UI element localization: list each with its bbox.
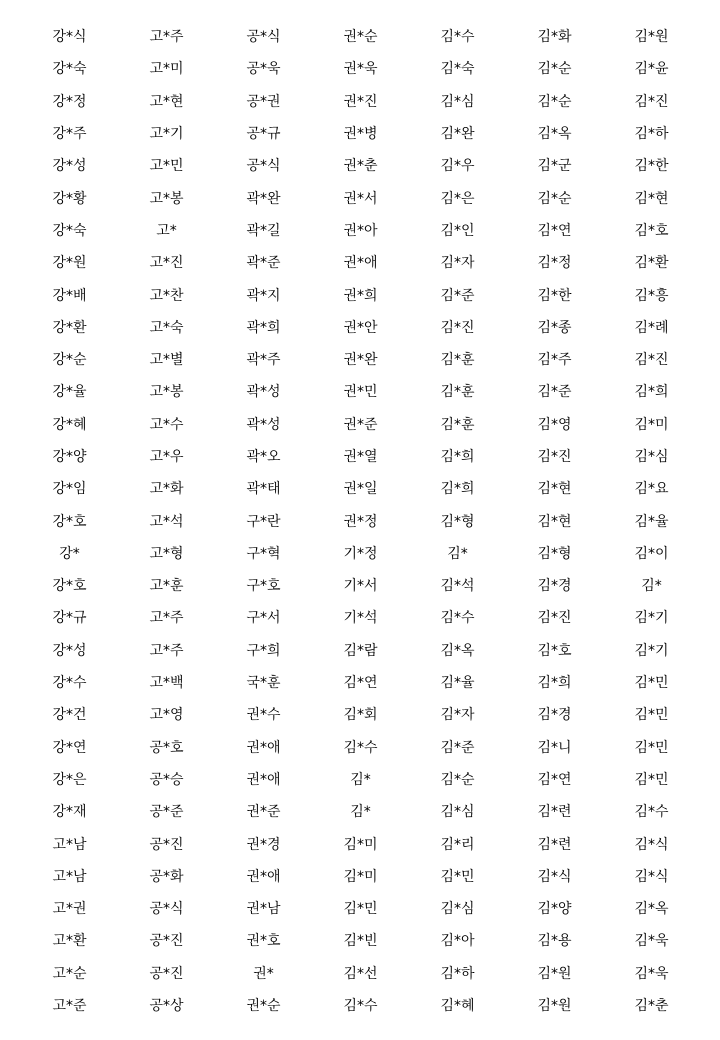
name-cell: 강*호	[52, 513, 87, 530]
name-cell: 김*심	[440, 804, 475, 821]
name-cell: 고*남	[52, 836, 87, 853]
name-cell: 김*자	[440, 707, 475, 724]
name-cell: 공*식	[149, 901, 184, 918]
name-cell: 강*숙	[52, 222, 87, 239]
name-cell: 김*진	[634, 93, 669, 110]
name-cell: 김*순	[537, 93, 572, 110]
name-cell: 고*주	[149, 610, 184, 627]
name-cell: 강*성	[52, 642, 87, 659]
name-cell: 곽*성	[246, 384, 281, 401]
name-cell: 김*수	[440, 29, 475, 46]
name-cell: 강*임	[52, 481, 87, 498]
name-cell: 고*석	[149, 513, 184, 530]
name-cell: 김*석	[440, 578, 475, 595]
name-cell: 김*준	[440, 287, 475, 304]
name-cell: 김*환	[634, 255, 669, 272]
name-cell: 강*식	[52, 29, 87, 46]
name-cell: 김*요	[634, 481, 669, 498]
name-cell: 김*연	[537, 222, 572, 239]
name-cell: 기*정	[343, 545, 378, 562]
name-cell: 공*욱	[246, 61, 281, 78]
name-cell: 김*진	[440, 319, 475, 336]
name-cell: 김*회	[343, 707, 378, 724]
name-cell: 김*한	[634, 158, 669, 175]
name-cell: 김*원	[634, 29, 669, 46]
name-cell: 곽*준	[246, 255, 281, 272]
name-cell: 강*율	[52, 384, 87, 401]
name-cell: 곽*성	[246, 416, 281, 433]
name-cell: 고*영	[149, 707, 184, 724]
name-cell: 고*진	[149, 255, 184, 272]
name-cell: 김*민	[634, 675, 669, 692]
name-cell: 고*숙	[149, 319, 184, 336]
name-cell: 공*상	[149, 998, 184, 1015]
name-cell: 김*혜	[440, 998, 475, 1015]
name-cell: 고*미	[149, 61, 184, 78]
name-cell: 김*준	[440, 739, 475, 756]
name-cell: 김*훈	[440, 416, 475, 433]
name-cell: 기*서	[343, 578, 378, 595]
name-cell: 권*병	[343, 126, 378, 143]
name-cell: 고*환	[52, 933, 87, 950]
name-cell: 고*수	[149, 416, 184, 433]
name-cell: 김*자	[440, 255, 475, 272]
name-cell: 김*순	[537, 61, 572, 78]
name-cell: 강*환	[52, 319, 87, 336]
name-cell: 김*	[350, 771, 371, 788]
name-cell: 김*용	[537, 933, 572, 950]
name-cell: 공*식	[246, 158, 281, 175]
name-cell: 권*애	[343, 255, 378, 272]
name-cell: 공*식	[246, 29, 281, 46]
name-cell: 강*숙	[52, 61, 87, 78]
name-cell: 권*안	[343, 319, 378, 336]
name-cell: 권*호	[246, 933, 281, 950]
name-cell: 권*애	[246, 771, 281, 788]
name-cell: 공*규	[246, 126, 281, 143]
name-cell: 고*우	[149, 449, 184, 465]
name-cell: 김*람	[343, 642, 378, 659]
name-cell: 김*희	[634, 384, 669, 401]
name-cell: 강*황	[52, 190, 87, 207]
name-cell: 김*은	[440, 190, 475, 207]
name-cell: 김*심	[440, 93, 475, 110]
name-cell: 강*재	[52, 804, 87, 821]
name-cell: 김*이	[634, 545, 669, 562]
name-cell: 김*양	[537, 901, 572, 918]
name-cell: 김*현	[537, 481, 572, 498]
name-cell: 고*기	[149, 126, 184, 143]
name-cell: 공*권	[246, 93, 281, 110]
name-cell: 김*기	[634, 642, 669, 659]
name-cell: 김*원	[537, 998, 572, 1015]
name-cell: 곽*길	[246, 222, 281, 239]
name-cell: 김*희	[440, 449, 475, 465]
name-cell: 구*호	[246, 578, 281, 595]
name-cell: 김*민	[634, 707, 669, 724]
name-cell: 곽*주	[246, 352, 281, 369]
name-cell: 고*권	[52, 901, 87, 918]
name-cell: 김*련	[537, 836, 572, 853]
name-cell: 구*혁	[246, 545, 281, 562]
name-cell: 고*민	[149, 158, 184, 175]
name-cell: 강*양	[52, 449, 87, 465]
name-cell: 김*춘	[634, 998, 669, 1015]
name-cell: 강*혜	[52, 416, 87, 433]
name-cell: 김*니	[537, 739, 572, 756]
name-cell: 기*석	[343, 610, 378, 627]
name-cell: 김*진	[537, 610, 572, 627]
name-cell: 김*하	[440, 965, 475, 982]
name-cell: 공*진	[149, 965, 184, 982]
name-cell: 김*옥	[634, 901, 669, 918]
name-cell: 김*경	[537, 578, 572, 595]
name-cell: 김*	[641, 578, 662, 595]
name-cell: 고*순	[52, 965, 87, 982]
name-cell: 김*식	[634, 868, 669, 885]
name-cell: 김*한	[537, 287, 572, 304]
name-cell: 김*례	[634, 319, 669, 336]
name-cell: 김*희	[537, 675, 572, 692]
name-cell: 구*서	[246, 610, 281, 627]
name-cell: 곽*희	[246, 319, 281, 336]
name-cell: 김*준	[537, 384, 572, 401]
name-cell: 권*수	[246, 707, 281, 724]
name-cell: 권*순	[246, 998, 281, 1015]
name-cell: 강*규	[52, 610, 87, 627]
name-cell: 김*옥	[440, 642, 475, 659]
name-cell: 구*희	[246, 642, 281, 659]
name-cell: 김*인	[440, 222, 475, 239]
name-cell: 김*아	[440, 933, 475, 950]
name-cell: 공*화	[149, 868, 184, 885]
name-cell: 권*	[253, 965, 274, 982]
name-cell: 곽*오	[246, 449, 281, 465]
name-cell: 김*리	[440, 836, 475, 853]
name-cell: 김*원	[537, 965, 572, 982]
name-cell: 김*하	[634, 126, 669, 143]
name-cell: 김*민	[634, 771, 669, 788]
name-cell: 고*남	[52, 868, 87, 885]
name-cell: 강*성	[52, 158, 87, 175]
name-cell: 권*남	[246, 901, 281, 918]
name-cell: 김*군	[537, 158, 572, 175]
name-cell: 김*연	[537, 771, 572, 788]
name-cell: 김*율	[440, 675, 475, 692]
name-cell: 김*율	[634, 513, 669, 530]
name-cell: 김*미	[343, 836, 378, 853]
name-cell: 공*승	[149, 771, 184, 788]
name-cell: 김*수	[343, 998, 378, 1015]
name-cell: 권*준	[246, 804, 281, 821]
name-cell: 김*민	[440, 868, 475, 885]
name-cell: 김*화	[537, 29, 572, 46]
name-cell: 김*희	[440, 481, 475, 498]
name-cell: 고*현	[149, 93, 184, 110]
name-cell: 권*경	[246, 836, 281, 853]
name-cell: 김*종	[537, 319, 572, 336]
name-cell: 김*미	[343, 868, 378, 885]
name-cell: 김*욱	[634, 965, 669, 982]
name-cell: 권*열	[343, 449, 378, 465]
name-cell: 김*진	[537, 449, 572, 465]
name-cell: 김*훈	[440, 352, 475, 369]
name-cell: 김*흥	[634, 287, 669, 304]
name-cell: 고*	[156, 222, 177, 239]
name-cell: 강*배	[52, 287, 87, 304]
name-cell: 권*정	[343, 513, 378, 530]
name-cell: 곽*지	[246, 287, 281, 304]
name-cell: 김*민	[343, 901, 378, 918]
name-cell: 김*선	[343, 965, 378, 982]
name-cell: 김*순	[537, 190, 572, 207]
name-cell: 김*	[447, 545, 468, 562]
name-cell: 고*별	[149, 352, 184, 369]
name-cell: 공*진	[149, 933, 184, 950]
name-cell: 곽*태	[246, 481, 281, 498]
name-cell: 김*빈	[343, 933, 378, 950]
name-cell: 김*심	[634, 449, 669, 465]
name-cell: 강*원	[52, 255, 87, 272]
name-cell: 김*민	[634, 739, 669, 756]
name-cell: 국*훈	[246, 675, 281, 692]
name-cell: 강*순	[52, 352, 87, 369]
name-cell: 고*백	[149, 675, 184, 692]
name-cell: 고*봉	[149, 384, 184, 401]
name-cell: 김*우	[440, 158, 475, 175]
name-cell: 김*호	[634, 222, 669, 239]
name-cell: 김*식	[537, 868, 572, 885]
name-cell: 김*형	[537, 545, 572, 562]
name-cell: 김*숙	[440, 61, 475, 78]
name-cell: 김*경	[537, 707, 572, 724]
name-cell: 곽*완	[246, 190, 281, 207]
name-cell: 김*	[350, 804, 371, 821]
name-cell: 김*호	[537, 642, 572, 659]
name-list-grid	[21, 21, 700, 1022]
name-cell: 고*봉	[149, 190, 184, 207]
name-cell: 강*건	[52, 707, 87, 724]
name-cell: 김*기	[634, 610, 669, 627]
name-cell: 김*주	[537, 352, 572, 369]
name-cell: 권*서	[343, 190, 378, 207]
name-cell: 김*순	[440, 771, 475, 788]
name-cell: 강*수	[52, 675, 87, 692]
name-cell: 구*란	[246, 513, 281, 530]
name-cell: 권*일	[343, 481, 378, 498]
name-cell: 김*형	[440, 513, 475, 530]
name-cell: 고*주	[149, 642, 184, 659]
name-cell: 강*정	[52, 93, 87, 110]
name-cell: 권*진	[343, 93, 378, 110]
name-cell: 강*연	[52, 739, 87, 756]
name-cell: 권*순	[343, 29, 378, 46]
name-cell: 권*민	[343, 384, 378, 401]
name-cell: 김*옥	[537, 126, 572, 143]
name-cell: 강*은	[52, 771, 87, 788]
name-cell: 김*연	[343, 675, 378, 692]
name-cell: 고*준	[52, 998, 87, 1015]
name-cell: 권*욱	[343, 61, 378, 78]
name-cell: 김*미	[634, 416, 669, 433]
name-cell: 공*준	[149, 804, 184, 821]
name-cell: 고*화	[149, 481, 184, 498]
name-cell: 강*주	[52, 126, 87, 143]
name-cell: 김*수	[343, 739, 378, 756]
name-cell: 김*진	[634, 352, 669, 369]
name-cell: 고*주	[149, 29, 184, 46]
name-cell: 고*훈	[149, 578, 184, 595]
name-cell: 고*찬	[149, 287, 184, 304]
name-cell: 권*준	[343, 416, 378, 433]
name-cell: 권*아	[343, 222, 378, 239]
name-cell: 김*완	[440, 126, 475, 143]
name-cell: 권*춘	[343, 158, 378, 175]
name-cell: 김*련	[537, 804, 572, 821]
name-cell: 김*심	[440, 901, 475, 918]
name-cell: 고*형	[149, 545, 184, 562]
name-cell: 김*현	[634, 190, 669, 207]
name-cell: 권*애	[246, 739, 281, 756]
name-cell: 권*희	[343, 287, 378, 304]
name-cell: 김*현	[537, 513, 572, 530]
name-cell: 김*윤	[634, 61, 669, 78]
name-cell: 권*완	[343, 352, 378, 369]
name-cell: 권*애	[246, 868, 281, 885]
name-cell: 강*호	[52, 578, 87, 595]
name-cell: 김*훈	[440, 384, 475, 401]
name-cell: 김*식	[634, 836, 669, 853]
name-cell: 김*욱	[634, 933, 669, 950]
name-cell: 강*	[59, 545, 80, 562]
name-cell: 김*정	[537, 255, 572, 272]
name-cell: 김*수	[440, 610, 475, 627]
name-cell: 김*수	[634, 804, 669, 821]
name-cell: 김*영	[537, 416, 572, 433]
name-cell: 공*호	[149, 739, 184, 756]
name-cell: 공*진	[149, 836, 184, 853]
